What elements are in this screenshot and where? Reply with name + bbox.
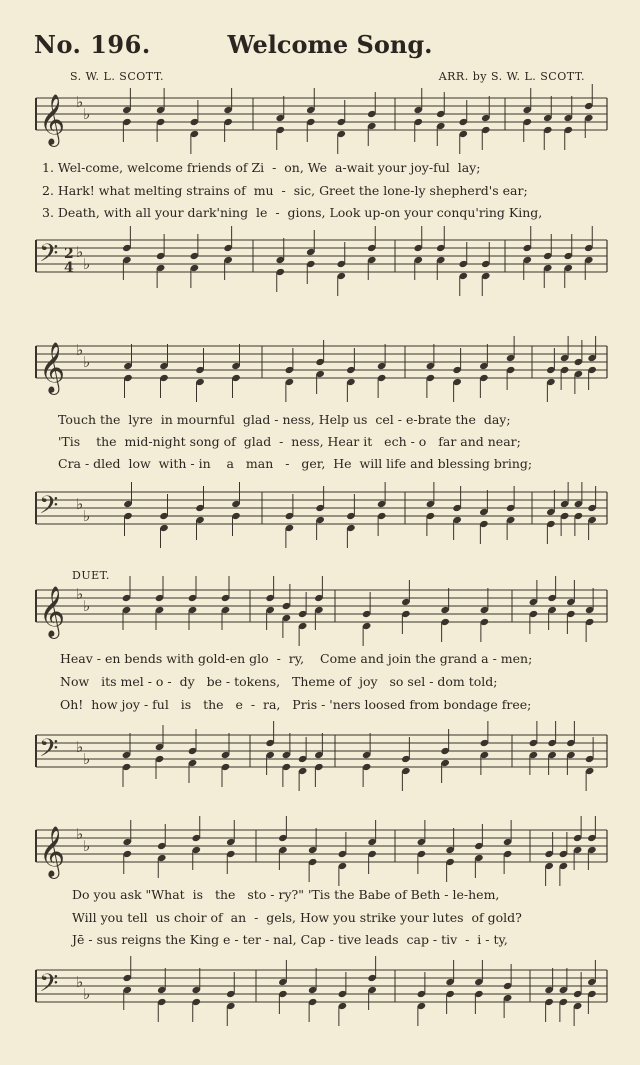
lyric-line: Jē - sus reigns the King e - ter - nal, Cap - tive leads cap - tiv - i - ty,: [72, 932, 508, 947]
treble-clef-icon: 𝄞: [39, 826, 66, 877]
lyric-line: 3. Death, with all your dark'ning le - gions, Look up-on your conqu'ring King,: [42, 205, 543, 220]
flat-icon: ♭: [83, 507, 91, 525]
time-signature: 2: [64, 246, 74, 262]
flat-icon: ♭: [83, 105, 91, 123]
bass-clef-icon: 𝄢: [39, 734, 59, 769]
hymn-number: No. 196.: [34, 30, 151, 59]
lyric-line: Touch the lyre in mournful glad - ness, Help us cel - e-brate the day;: [58, 412, 511, 427]
lyric-line: 2. Hark! what melting strains of mu - sic, Greet the lone-ly shepherd's ear;: [42, 183, 528, 198]
hymn-title: Welcome Song.: [227, 30, 433, 59]
bass-clef-icon: 𝄢: [39, 491, 59, 526]
flat-icon: ♭: [83, 985, 91, 1003]
treble-clef-icon: 𝄞: [39, 94, 66, 145]
lyric-line: Oh! how joy - ful is the e - ra, Pris - 'ners loosed from bondage free;: [60, 697, 532, 712]
lyric-line: Do you ask "What is the sto - ry?" 'Tis the Babe of Beth - le-hem,: [72, 887, 500, 902]
section-label: DUET.: [72, 569, 110, 582]
flat-icon: ♭: [76, 738, 84, 756]
flat-icon: ♭: [83, 837, 91, 855]
treble-clef-icon: 𝄞: [39, 342, 66, 393]
lyric-line: Now its mel - o - dy be - tokens, Theme of joy so sel - dom told;: [60, 674, 498, 689]
flat-icon: ♭: [83, 255, 91, 273]
flat-icon: ♭: [76, 825, 84, 843]
bass-clef-icon: 𝄢: [39, 239, 59, 274]
lyric-line: Will you tell us choir of an - gels, How you strike your lutes of gold?: [72, 910, 522, 925]
composer-credit: S. W. L. SCOTT.: [70, 70, 165, 83]
bass-clef-icon: 𝄢: [39, 969, 59, 1004]
treble-clef-icon: 𝄞: [39, 586, 66, 637]
flat-icon: ♭: [83, 353, 91, 371]
flat-icon: ♭: [76, 341, 84, 359]
lyric-line: Cra - dled low with - in a man - ger, He will life and blessing bring;: [58, 456, 533, 471]
time-signature: 4: [64, 260, 74, 276]
lyric-line: 'Tis the mid-night song of glad - ness, Hear it ech - o far and near;: [58, 434, 521, 449]
lyric-line: 1. Wel-come, welcome friends of Zi - on, We a-wait your joy-ful lay;: [42, 160, 481, 175]
flat-icon: ♭: [76, 243, 84, 261]
flat-icon: ♭: [76, 93, 84, 111]
arranger-credit: ARR. by S. W. L. SCOTT.: [438, 70, 585, 83]
flat-icon: ♭: [83, 750, 91, 768]
flat-icon: ♭: [76, 585, 84, 603]
flat-icon: ♭: [83, 597, 91, 615]
flat-icon: ♭: [76, 973, 84, 991]
flat-icon: ♭: [76, 495, 84, 513]
lyric-line: Heav - en bends with gold-en glo - ry, Come and join the grand a - men;: [60, 651, 533, 666]
